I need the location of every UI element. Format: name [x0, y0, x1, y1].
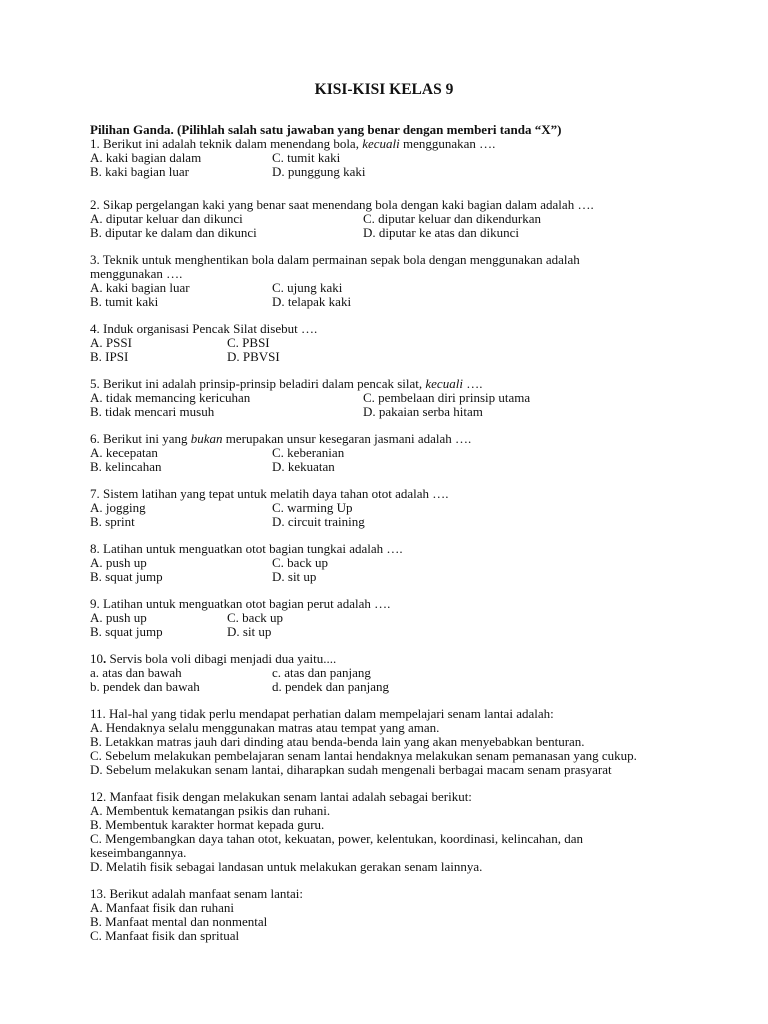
option: A. kaki bagian luar: [90, 280, 190, 295]
question-text: 13. Berikut adalah manfaat senam lantai:: [90, 886, 303, 901]
option: D. kekuatan: [272, 459, 335, 474]
question-text: 12. Manfaat fisik dengan melakukan senam lantai adalah sebagai berikut:: [90, 789, 472, 804]
option: C. diputar keluar dan dikendurkan: [363, 211, 541, 226]
answer-options: [90, 501, 690, 529]
page-title: KISI-KISI KELAS 9: [314, 81, 454, 98]
option: C. pembelaan diri prinsip utama: [363, 390, 531, 405]
answer-options: [90, 556, 690, 584]
option: B. IPSI: [90, 349, 129, 364]
option: C. back up: [272, 555, 328, 570]
option: A. jogging: [90, 500, 146, 515]
option: B. squat jump: [90, 624, 163, 639]
question-8: [90, 542, 690, 584]
option: B. tumit kaki: [90, 294, 159, 309]
answer-line: D. Sebelum melakukan senam lantai, diharapkan sudah mengenali berbagai macam senam prasyarat: [90, 762, 612, 777]
option: B. kaki bagian luar: [90, 164, 189, 179]
option: C. tumit kaki: [272, 150, 341, 165]
option: D. sit up: [272, 569, 317, 584]
answer-options: [90, 391, 690, 419]
option: D. PBVSI: [227, 349, 280, 364]
option: A. tidak memancing kericuhan: [90, 390, 251, 405]
question-9: [90, 597, 690, 639]
answer-line: B. Membentuk karakter hormat kepada guru.: [90, 817, 325, 832]
option: C. warming Up: [272, 500, 353, 515]
option: B. squat jump: [90, 569, 163, 584]
option: A. push up: [90, 610, 147, 625]
question-text: 6. Berikut ini yang bukan merupakan unsur kesegaran jasmani adalah ….: [90, 431, 472, 446]
question-2: [90, 198, 690, 240]
answer-line: A. Manfaat fisik dan ruhani: [90, 900, 235, 915]
question-3: [90, 253, 690, 309]
option: c. atas dan panjang: [272, 665, 371, 680]
answer-line: D. Melatih fisik sebagai landasan untuk melakukan gerakan senam lainnya.: [90, 859, 483, 874]
option: C. keberanian: [272, 445, 345, 460]
option: A. kecepatan: [90, 445, 158, 460]
question-10: [90, 652, 690, 694]
option: D. telapak kaki: [272, 294, 352, 309]
question-text: 2. Sikap pergelangan kaki yang benar saat menendang bola dengan kaki bagian dalam adalah ….: [90, 197, 594, 212]
option: A. PSSI: [90, 335, 132, 350]
answer-options: [90, 212, 690, 240]
option: A. diputar keluar dan dikunci: [90, 211, 243, 226]
option: C. ujung kaki: [272, 280, 343, 295]
question-13: [90, 887, 690, 943]
question-7: [90, 487, 690, 529]
option: B. tidak mencari musuh: [90, 404, 215, 419]
option: a. atas dan bawah: [90, 665, 182, 680]
answer-line: B. Letakkan matras jauh dari dinding atau benda-benda lain yang akan menyebabkan benturan.: [90, 734, 585, 749]
answer-line: C. Sebelum melakukan pembelajaran senam lantai hendaknya melakukan senam pemanasan yang cukup.: [90, 748, 637, 763]
question-1: [90, 137, 690, 179]
option: D. pakaian serba hitam: [363, 404, 483, 419]
option: D. punggung kaki: [272, 164, 366, 179]
answer-line: A. Hendaknya selalu menggunakan matras atau tempat yang aman.: [90, 720, 440, 735]
question-text: 3. Teknik untuk menghentikan bola dalam permainan sepak bola dengan menggunakan adalah: [90, 252, 580, 267]
answer-options: [90, 336, 690, 364]
answer-line: B. Manfaat mental dan nonmental: [90, 914, 268, 929]
option: D. circuit training: [272, 514, 365, 529]
answer-options: [90, 666, 690, 694]
option: C. PBSI: [227, 335, 270, 350]
question-6: [90, 432, 690, 474]
question-text: 1. Berikut ini adalah teknik dalam menendang bola, kecuali menggunakan ….: [90, 136, 496, 151]
answer-options: [90, 611, 690, 639]
option: A. kaki bagian dalam: [90, 150, 202, 165]
option: d. pendek dan panjang: [272, 679, 389, 694]
question-text-continued: menggunakan ….: [90, 266, 183, 281]
question-5: [90, 377, 690, 419]
question-text: 11. Hal-hal yang tidak perlu mendapat perhatian dalam mempelajari senam lantai adalah:: [90, 706, 554, 721]
question-11: [90, 707, 690, 777]
answer-line: C. Mengembangkan daya tahan otot, kekuatan, power, kelentukan, koordinasi, kelincahan, dan keseimbangannya.: [90, 831, 583, 860]
answer-options: [90, 446, 690, 474]
question-text: 7. Sistem latihan yang tepat untuk melatih daya tahan otot adalah ….: [90, 486, 449, 501]
answer-options: [90, 281, 690, 309]
option: B. kelincahan: [90, 459, 162, 474]
option: D. diputar ke atas dan dikunci: [363, 225, 519, 240]
option: D. sit up: [227, 624, 272, 639]
option: B. diputar ke dalam dan dikunci: [90, 225, 257, 240]
question-text: 8. Latihan untuk menguatkan otot bagian tungkai adalah ….: [90, 541, 403, 556]
answer-line: A. Membentuk kematangan psikis dan ruhani.: [90, 803, 331, 818]
question-text: 4. Induk organisasi Pencak Silat disebut ….: [90, 321, 318, 336]
answer-options: [90, 151, 690, 179]
question-list: [90, 123, 690, 943]
question-text: 10. Servis bola voli dibagi menjadi dua yaitu....: [90, 651, 337, 666]
answer-line: C. Manfaat fisik dan spritual: [90, 928, 240, 943]
question-text: 9. Latihan untuk menguatkan otot bagian perut adalah ….: [90, 596, 391, 611]
question-12: [90, 790, 690, 874]
option: b. pendek dan bawah: [90, 679, 200, 694]
instructions: Pilihan Ganda. (Pilihlah salah satu jawaban yang benar dengan memberi tanda “X”): [90, 122, 562, 137]
option: B. sprint: [90, 514, 135, 529]
question-text: 5. Berikut ini adalah prinsip-prinsip beladiri dalam pencak silat, kecuali ….: [90, 376, 483, 391]
question-4: [90, 322, 690, 364]
option: A. push up: [90, 555, 147, 570]
option: C. back up: [227, 610, 283, 625]
